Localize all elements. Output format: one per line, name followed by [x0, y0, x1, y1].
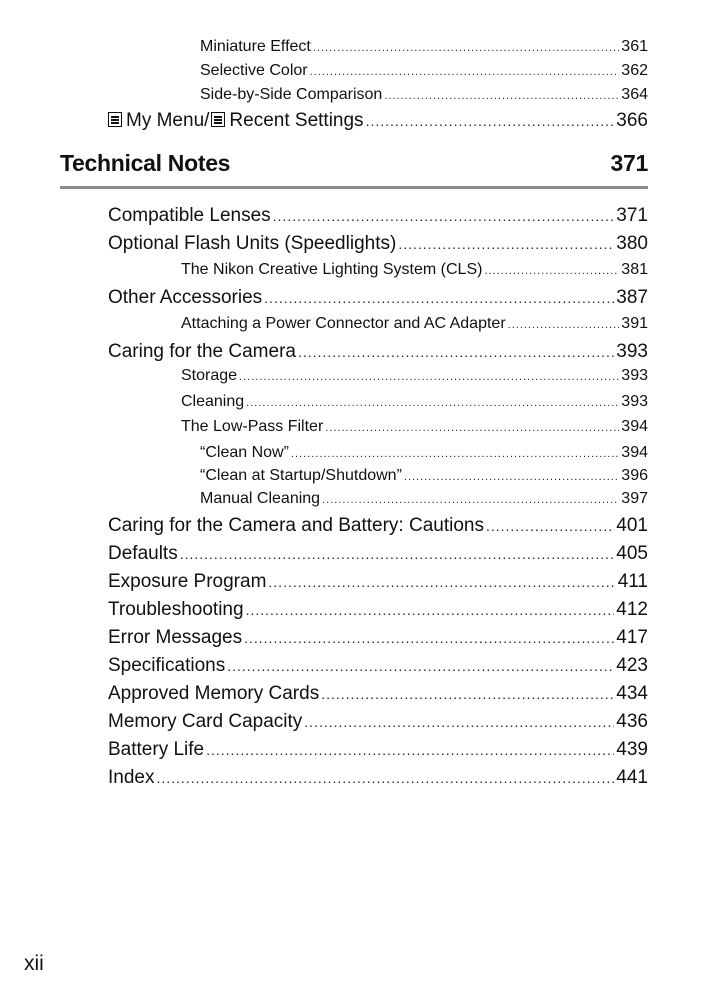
toc-entry-label: The Nikon Creative Lighting System (CLS): [181, 261, 483, 278]
toc-entry-page: 434: [616, 683, 648, 704]
toc-entry-page: 423: [616, 655, 648, 676]
leader-dots: [268, 574, 615, 590]
toc-entry[interactable]: [108, 627, 648, 649]
toc-entry-label: Index: [108, 767, 155, 788]
toc-entry-page: 397: [621, 490, 648, 507]
toc-entry-my-menu[interactable]: [108, 110, 648, 132]
toc-entry-page: 394: [621, 444, 648, 461]
leader-dots: [291, 448, 619, 460]
my-menu-label: My Menu/: [126, 110, 210, 131]
toc-entry[interactable]: [108, 515, 648, 537]
toc-entry-page: 436: [616, 711, 648, 732]
toc-entry-page: 417: [616, 627, 648, 648]
toc-entry-page: 396: [621, 467, 648, 484]
leader-dots: [398, 236, 614, 252]
toc-entry[interactable]: [181, 393, 648, 411]
toc-entry[interactable]: [200, 467, 648, 485]
leader-dots: [325, 422, 619, 434]
leader-dots: [246, 602, 615, 618]
toc-entry-page: 412: [616, 599, 648, 620]
leader-dots: [304, 714, 614, 730]
leader-dots: [310, 66, 620, 78]
toc-entry-page: 405: [616, 543, 648, 564]
toc-entry-label: Attaching a Power Connector and AC Adapter: [181, 315, 506, 332]
leader-dots: [484, 265, 619, 277]
section-page: 371: [610, 150, 648, 176]
leader-dots: [264, 290, 614, 306]
toc-entry[interactable]: [108, 543, 648, 565]
toc-entry[interactable]: [108, 571, 648, 593]
recent-settings-label: Recent Settings: [229, 110, 364, 131]
toc-entry-page: 393: [621, 393, 648, 410]
section-title: Technical Notes: [60, 150, 231, 176]
leader-dots: [156, 770, 614, 786]
toc-entry-page: 371: [616, 205, 648, 226]
leader-dots: [298, 344, 614, 360]
toc-entry[interactable]: [108, 711, 648, 733]
toc-entry-page: 366: [616, 110, 648, 131]
toc-entry-label: Error Messages: [108, 627, 243, 648]
toc-entry-label: Optional Flash Units (Speedlights): [108, 233, 397, 254]
toc-entry-page: 393: [621, 367, 648, 384]
toc-entry[interactable]: [108, 341, 648, 363]
toc-entry[interactable]: [108, 599, 648, 621]
toc-entry-label: [108, 110, 364, 132]
toc-entry[interactable]: [181, 315, 648, 333]
leader-dots: [239, 371, 619, 383]
toc-entry-label: Defaults: [108, 543, 178, 564]
recent-settings-icon: [211, 112, 225, 127]
toc-entry-label: Other Accessories: [108, 287, 263, 308]
toc-entry[interactable]: [200, 490, 648, 508]
toc-entry-label: Caring for the Camera and Battery: Cautions: [108, 515, 484, 536]
leader-dots: [508, 319, 620, 331]
leader-dots: [366, 113, 615, 129]
toc-entry-side-by-side[interactable]: [200, 86, 648, 104]
toc-entry-label: Selective Color: [200, 62, 308, 79]
leader-dots: [322, 494, 619, 506]
section-heading[interactable]: [60, 150, 648, 177]
toc-entry-label: Side-by-Side Comparison: [200, 86, 383, 103]
toc-entry-label: Storage: [181, 367, 238, 384]
toc-entry-selective-color[interactable]: [200, 62, 648, 80]
toc-entry[interactable]: [108, 683, 648, 705]
toc-entry[interactable]: [200, 444, 648, 462]
leader-dots: [321, 686, 614, 702]
page-number: xii: [24, 952, 44, 975]
toc-entry[interactable]: [181, 418, 648, 436]
toc-entry-label: Troubleshooting: [108, 599, 244, 620]
toc-entry-label: “Clean Now”: [200, 444, 289, 461]
toc-entry-label: Memory Card Capacity: [108, 711, 303, 732]
toc-entry[interactable]: [181, 367, 648, 385]
toc-entry-page: 364: [621, 86, 648, 103]
toc-entry-page: 380: [616, 233, 648, 254]
toc-entry[interactable]: [108, 739, 648, 761]
leader-dots: [246, 397, 619, 409]
toc-entry[interactable]: [108, 767, 648, 789]
toc-entry-page: 393: [616, 341, 648, 362]
toc-entry-page: 362: [621, 62, 648, 79]
toc-entry-miniature-effect[interactable]: [200, 38, 648, 56]
toc-entry[interactable]: [108, 287, 648, 309]
toc-entry-page: 441: [616, 767, 648, 788]
toc-entry-label: “Clean at Startup/Shutdown”: [200, 467, 402, 484]
toc-entry-page: 381: [621, 261, 648, 278]
toc-entry-label: Exposure Program: [108, 571, 267, 592]
toc-entry-page: 394: [621, 418, 648, 435]
leader-dots: [486, 518, 614, 534]
leader-dots: [404, 471, 619, 483]
toc-entry-page: 361: [621, 38, 648, 55]
section-divider: [60, 186, 648, 189]
toc-entry-page: 387: [616, 287, 648, 308]
leader-dots: [180, 546, 615, 562]
toc-entry-page: 411: [617, 571, 648, 592]
toc-entry-label: Approved Memory Cards: [108, 683, 320, 704]
toc-entry-label: Caring for the Camera: [108, 341, 296, 362]
toc-entry[interactable]: [181, 261, 648, 279]
toc-entry[interactable]: [108, 205, 648, 227]
leader-dots: [206, 742, 614, 758]
leader-dots: [384, 90, 619, 102]
toc-entry-label: Compatible Lenses: [108, 205, 271, 226]
toc-entry[interactable]: [108, 655, 648, 677]
toc-entry-page: 401: [616, 515, 648, 536]
leader-dots: [273, 208, 615, 224]
toc-entry-page: 439: [616, 739, 648, 760]
toc-entry-label: The Low-Pass Filter: [181, 418, 324, 435]
toc-entry-page: 391: [621, 315, 648, 332]
toc-entry-label: Manual Cleaning: [200, 490, 321, 507]
toc-entry-label: Specifications: [108, 655, 226, 676]
toc-entry-label: Miniature Effect: [200, 38, 311, 55]
toc-entry[interactable]: [108, 233, 648, 255]
leader-dots: [244, 630, 614, 646]
toc-entry-label: Battery Life: [108, 739, 205, 760]
leader-dots: [227, 658, 614, 674]
my-menu-icon: [108, 112, 122, 127]
leader-dots: [313, 42, 619, 54]
toc-entry-label: Cleaning: [181, 393, 245, 410]
